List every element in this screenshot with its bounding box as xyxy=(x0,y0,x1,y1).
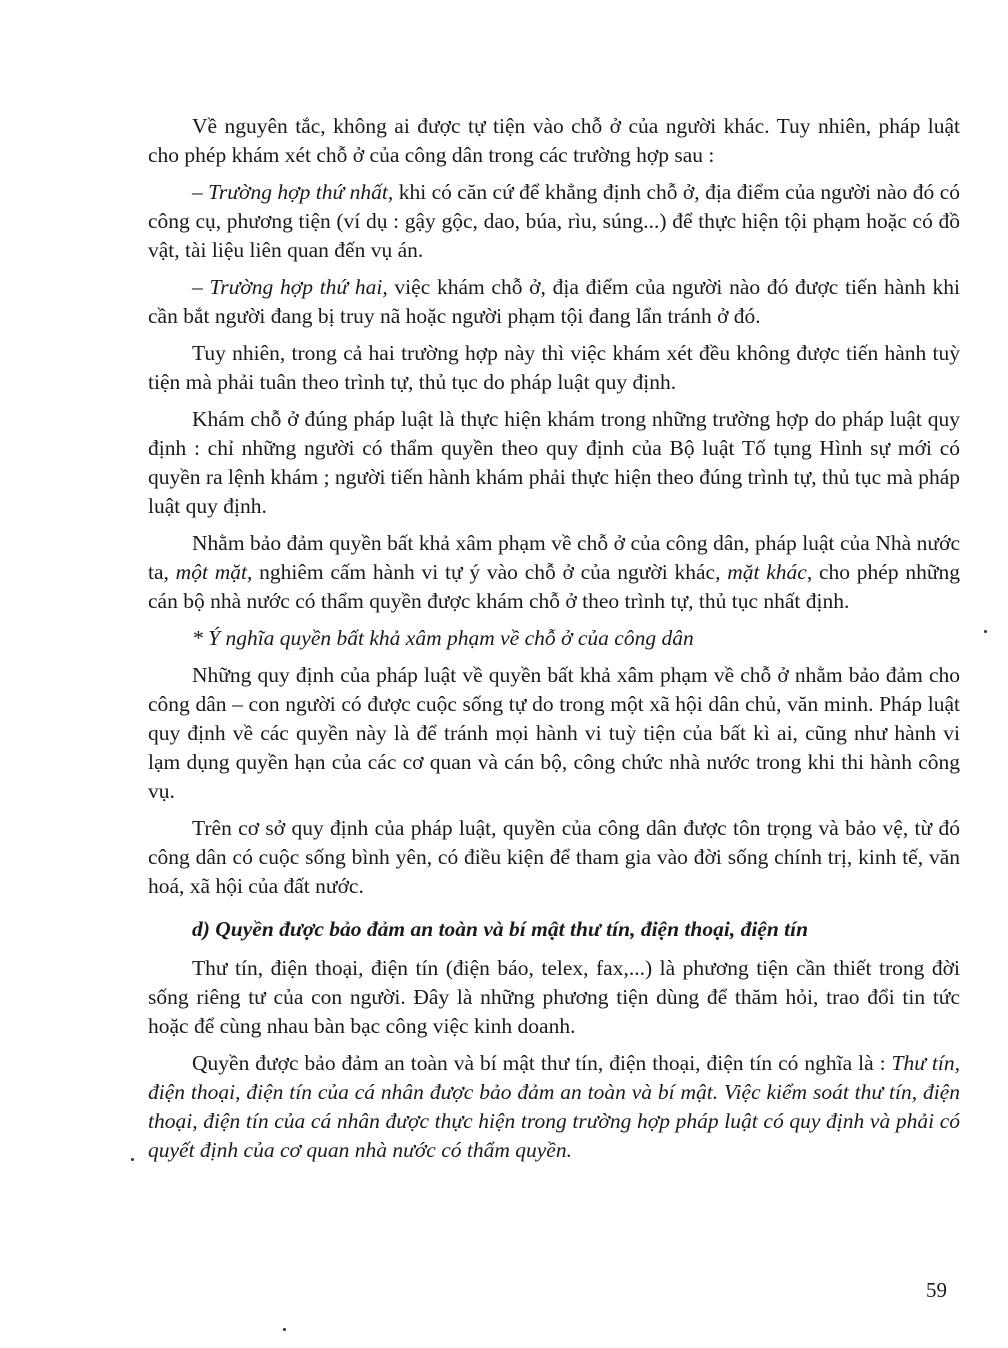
paragraph-meaning: Những quy định của pháp luật về quyền bất khả xâm phạm về chỗ ở nhằm bảo đảm cho công dân – con người có được cuộc sống tự do trong một xã hội dân chủ, văn minh. Pháp luật quy định về các quyền này là để tránh mọi hành vi tuỳ tiện của bất kì ai, cũng như hành vi lạm dụng quyền hạn của các cơ quan và cán bộ, công chức nhà nước trong khi thi hành công vụ. xyxy=(148,663,960,803)
paragraph-correspondence-right: Quyền được bảo đảm an toàn và bí mật thư tín, điện thoại, điện tín có nghĩa là : Thư tín, điện thoại, điện tín của cá nhân được bảo đảm an toàn và bí mật. Việc kiểm soát thư tín, điện thoại, điện tín của cá nhân được thực hiện trong trường hợp pháp luật có quy định và phải có quyết định của cơ quan nhà nước có thẩm quyền. xyxy=(148,1051,960,1162)
scan-speck xyxy=(984,630,987,633)
paragraph-procedure: Tuy nhiên, trong cả hai trường hợp này thì việc khám xét đều không được tiến hành tuỳ tiện mà phải tuân theo trình tự, thủ tục do pháp luật quy định. xyxy=(148,341,960,394)
page-number: 59 xyxy=(926,1278,947,1302)
paragraph-case-two: – Trường hợp thứ hai, việc khám chỗ ở, địa điểm của người nào đó được tiến hành khi cần bắt người đang bị truy nã hoặc người phạm tội đang lẩn tránh ở đó. xyxy=(148,275,960,328)
case-one-lead: – Trường hợp thứ nhất, xyxy=(192,180,394,204)
paragraph-respect: Trên cơ sở quy định của pháp luật, quyền của công dân được tôn trọng và bảo vệ, từ đó công dân có cuộc sống bình yên, có điều kiện để tham gia vào đời sống chính trị, kinh tế, văn hoá, xã hội của đất nước. xyxy=(148,816,960,898)
scan-speck xyxy=(283,1328,286,1331)
section-heading-d: d) Quyền được bảo đảm an toàn và bí mật thư tín, điện thoại, điện tín xyxy=(192,917,809,941)
scan-speck xyxy=(131,1158,134,1161)
paragraph-correspondence: Thư tín, điện thoại, điện tín (điện báo, telex, fax,...) là phương tiện cần thiết trong đời sống riêng tư của con người. Đây là những phương tiện dùng để thăm hỏi, trao đổi tin tức hoặc để cùng nhau bàn bạc công việc kinh doanh. xyxy=(148,956,960,1038)
paragraph-lawful-search: Khám chỗ ở đúng pháp luật là thực hiện khám trong những trường hợp do pháp luật quy định : chỉ những người có thẩm quyền theo quy định của Bộ luật Tố tụng Hình sự mới có quyền ra lệnh khám ; người tiến hành khám phải thực hiện theo đúng trình tự, thủ tục mà pháp luật quy định. xyxy=(148,407,960,518)
sub-heading-meaning: * Ý nghĩa quyền bất khả xâm phạm về chỗ ở của công dân xyxy=(192,626,694,650)
paragraph-guarantee: Nhằm bảo đảm quyền bất khả xâm phạm về chỗ ở của công dân, pháp luật của Nhà nước ta, một mặt, nghiêm cấm hành vi tự ý vào chỗ ở của người khác, mặt khác, cho phép những cán bộ nhà nước có thẩm quyền được khám chỗ ở theo trình tự, thủ tục nhất định. xyxy=(148,531,961,613)
paragraph-principle: Về nguyên tắc, không ai được tự tiện vào chỗ ở của người khác. Tuy nhiên, pháp luật cho phép khám xét chỗ ở của công dân trong các trường hợp sau : xyxy=(148,114,960,167)
paragraph-case-one: – Trường hợp thứ nhất, khi có căn cứ để khẳng định chỗ ở, địa điểm của người nào đó có công cụ, phương tiện (ví dụ : gậy gộc, dao, búa, rìu, súng...) để thực hiện tội phạm hoặc có đồ vật, tài liệu liên quan đến vụ án. xyxy=(148,180,960,262)
page-body xyxy=(148,112,960,1173)
case-two-lead: – Trường hợp thứ hai, xyxy=(192,275,388,299)
